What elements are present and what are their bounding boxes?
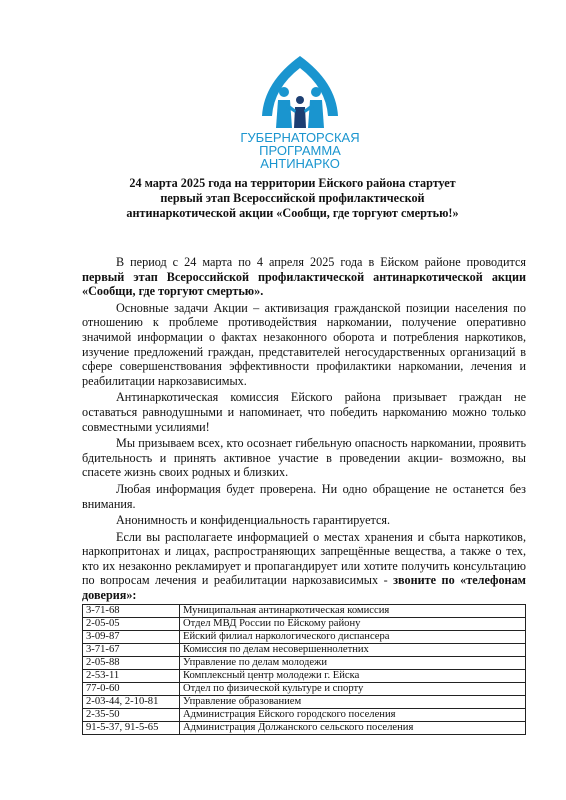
phone-number-cell: 2-53-11 xyxy=(83,670,180,683)
organization-cell: Ейский филиал наркологического диспансера xyxy=(180,631,526,644)
phone-number-cell: 2-05-05 xyxy=(83,618,180,631)
organization-cell: Администрация Должанского сельского поселения xyxy=(180,722,526,735)
logo-line-3: АНТИНАРКО xyxy=(260,156,340,171)
phone-number-cell: 91-5-37, 91-5-65 xyxy=(83,722,180,735)
paragraph-appeal: Антинаркотическая комиссия Ейского района призывает граждан не оставаться равнодушными и напоминает, что победить наркоманию можно только совместными усилиями! xyxy=(82,390,526,434)
table-row xyxy=(83,631,526,644)
organization-cell: Муниципальная антинаркотическая комиссия xyxy=(180,605,526,618)
paragraph-call-to-action: Мы призываем всех, кто осознает гибельную опасность наркомании, проявить бдительность и принять активное участие в проведении акции- возможно, вы спасете жизнь своих родных и близких. xyxy=(82,436,526,480)
paragraph-intro xyxy=(82,255,526,299)
phone-number-cell: 77-0-60 xyxy=(83,683,180,696)
organization-cell: Управление по делам молодежи xyxy=(180,657,526,670)
table-row xyxy=(83,605,526,618)
organization-cell: Комиссия по делам несовершеннолетних xyxy=(180,644,526,657)
contacts-text: Если вы располагаете информацией о местах хранения и сбыта наркотиков, наркопритонах и лицах, распространяющих запрещённые вещества, а также о тех, кто их незаконно рекламирует и пропагандирует или хотите получить консультацию по вопросам лечения и реабилитации наркозависимых - xyxy=(82,529,526,588)
phone-number-cell: 3-71-68 xyxy=(83,605,180,618)
headline xyxy=(90,176,495,221)
table-row xyxy=(83,722,526,735)
table-row xyxy=(83,709,526,722)
table-row xyxy=(83,683,526,696)
organization-cell: Отдел МВД России по Ейскому району xyxy=(180,618,526,631)
organization-cell: Отдел по физической культуре и спорту xyxy=(180,683,526,696)
organization-cell: Администрация Ейского городского поселения xyxy=(180,709,526,722)
phone-number-cell: 3-71-67 xyxy=(83,644,180,657)
organization-cell: Комплексный центр молодежи г. Ейска xyxy=(180,670,526,683)
contacts-bold-text: звоните по «телефонам доверия»: xyxy=(82,573,526,603)
table-row xyxy=(83,696,526,709)
paragraph-anonymity: Анонимность и конфиденциальность гарантируется. xyxy=(116,513,391,528)
logo-line-2: ПРОГРАММА xyxy=(259,143,341,158)
headline-line-1: 24 марта 2025 года на территории Ейского района стартует xyxy=(129,176,456,190)
phone-number-cell: 2-03-44, 2-10-81 xyxy=(83,696,180,709)
hotline-table xyxy=(82,604,526,735)
paragraph-verification: Любая информация будет проверена. Ни одно обращение не останется без внимания. xyxy=(82,481,526,511)
table-row xyxy=(83,618,526,631)
table-row xyxy=(83,670,526,683)
paragraph-contacts xyxy=(82,530,526,603)
table-row xyxy=(83,657,526,670)
phone-number-cell: 3-09-87 xyxy=(83,631,180,644)
headline-line-2: первый этап Всероссийской профилактической xyxy=(160,191,425,205)
phone-number-cell: 2-05-88 xyxy=(83,657,180,670)
headline-line-3: антинаркотической акции «Сообщи, где торгуют смертью!» xyxy=(126,206,459,220)
logo-line-1: ГУБЕРНАТОРСКАЯ xyxy=(240,130,360,145)
antinarko-logo-icon xyxy=(226,52,374,132)
announcement-body xyxy=(82,255,526,605)
organization-cell: Управление образованием xyxy=(180,696,526,709)
paragraph-goals: Основные задачи Акции – активизация гражданской позиции населения по отношению к проблеме противодействия наркомании, получение оперативно значимой информации о фактах незаконного оборота и потребления наркотиков, изучение предложений граждан, представителей негосударственных организаций в сфере совершенствования эффективности профилактики наркомании, лечения и реабилитации наркозависимых. xyxy=(82,300,526,388)
table-row xyxy=(83,644,526,657)
intro-text: В период с 24 марта по 4 апреля 2025 года в Ейском районе проводится xyxy=(116,255,526,269)
logo-caption xyxy=(226,131,374,170)
intro-bold-text: первый этап Всероссийской профилактической антинаркотической акции «Сообщи, где торгуют смертью». xyxy=(82,269,526,299)
phone-number-cell: 2-35-50 xyxy=(83,709,180,722)
